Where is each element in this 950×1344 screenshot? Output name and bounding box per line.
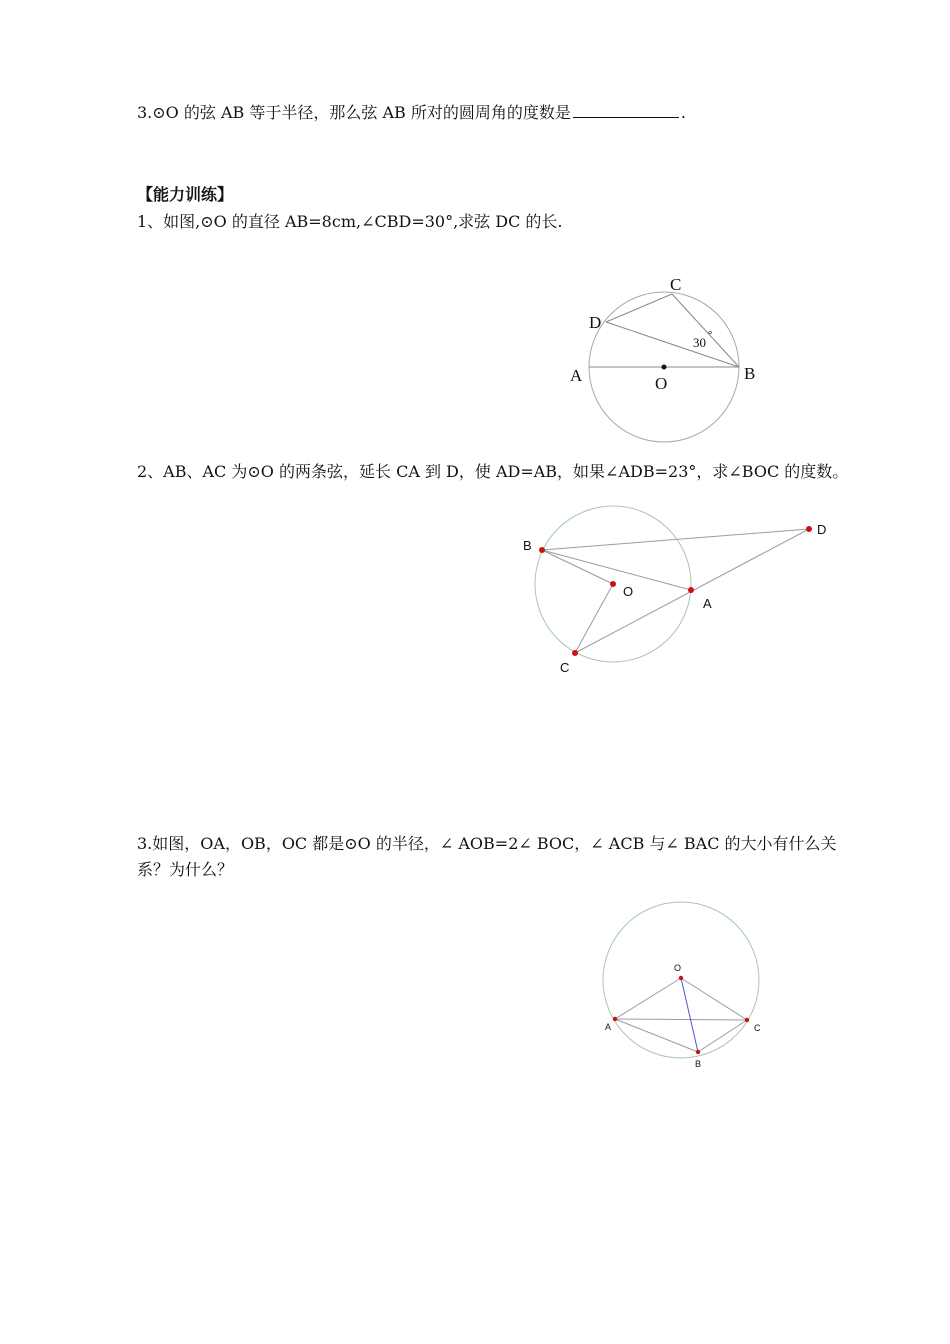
label-a: A bbox=[703, 596, 712, 611]
answer-blank[interactable] bbox=[573, 103, 679, 118]
label-a: A bbox=[605, 1022, 612, 1032]
point-c bbox=[572, 650, 578, 656]
label-b: B bbox=[523, 538, 532, 553]
point-a bbox=[613, 1017, 617, 1021]
fill-question-3-end: . bbox=[680, 103, 686, 122]
label-o: O bbox=[674, 963, 682, 973]
label-a: A bbox=[570, 366, 583, 385]
point-a bbox=[688, 587, 694, 593]
segment-ba bbox=[542, 550, 691, 590]
problem-1-text: 1、如图,⊙O 的直径 AB=8cm,∠CBD=30°,求弦 DC 的长. bbox=[137, 212, 563, 231]
figure-2 bbox=[515, 500, 835, 685]
label-b: B bbox=[744, 364, 756, 383]
label-o: O bbox=[623, 584, 634, 599]
label-c: C bbox=[754, 1023, 761, 1033]
point-d bbox=[806, 526, 812, 532]
label-c: C bbox=[670, 275, 682, 294]
segment-bo bbox=[542, 550, 613, 584]
point-b bbox=[696, 1050, 700, 1054]
segment-bc bbox=[698, 1020, 747, 1052]
label-d: D bbox=[589, 313, 602, 332]
label-c: C bbox=[560, 660, 570, 675]
chord-db bbox=[606, 322, 739, 367]
segment-oc bbox=[681, 978, 747, 1020]
segment-ab bbox=[615, 1019, 698, 1052]
point-o bbox=[679, 976, 683, 980]
figure-3 bbox=[595, 895, 775, 1075]
segment-ao bbox=[615, 978, 681, 1019]
label-d: D bbox=[817, 522, 827, 537]
point-c bbox=[745, 1018, 749, 1022]
figure-1 bbox=[560, 265, 760, 450]
center-point-o bbox=[662, 365, 667, 370]
segment-ob bbox=[681, 978, 698, 1052]
degree-mark: ° bbox=[708, 329, 713, 341]
section-title: 【能力训练】 bbox=[137, 185, 234, 204]
point-b bbox=[539, 547, 545, 553]
label-b: B bbox=[695, 1059, 702, 1069]
point-o bbox=[610, 581, 616, 587]
fill-question-3-text: 3.⊙O 的弦 AB 等于半径，那么弦 AB 所对的圆周角的度数是 bbox=[137, 103, 571, 122]
fill-question-3 bbox=[137, 103, 686, 123]
problem-3-line-1: 3.如图，OA，OB，OC 都是⊙O 的半径，∠ AOB=2∠ BOC，∠ ACB 与∠ BAC 的大小有什么关 bbox=[137, 834, 837, 853]
label-o: O bbox=[655, 374, 668, 393]
problem-3-line-2: 系？为什么？ bbox=[137, 860, 234, 879]
segment-bd bbox=[542, 529, 809, 550]
angle-label: 30 bbox=[693, 335, 706, 350]
problem-2-text: 2、AB、AC 为⊙O 的两条弦，延长 CA 到 D，使 AD=AB，如果∠ADB=23°，求∠BOC 的度数。 bbox=[137, 462, 849, 481]
segment-ac bbox=[615, 1019, 747, 1020]
chord-dc bbox=[606, 294, 672, 322]
